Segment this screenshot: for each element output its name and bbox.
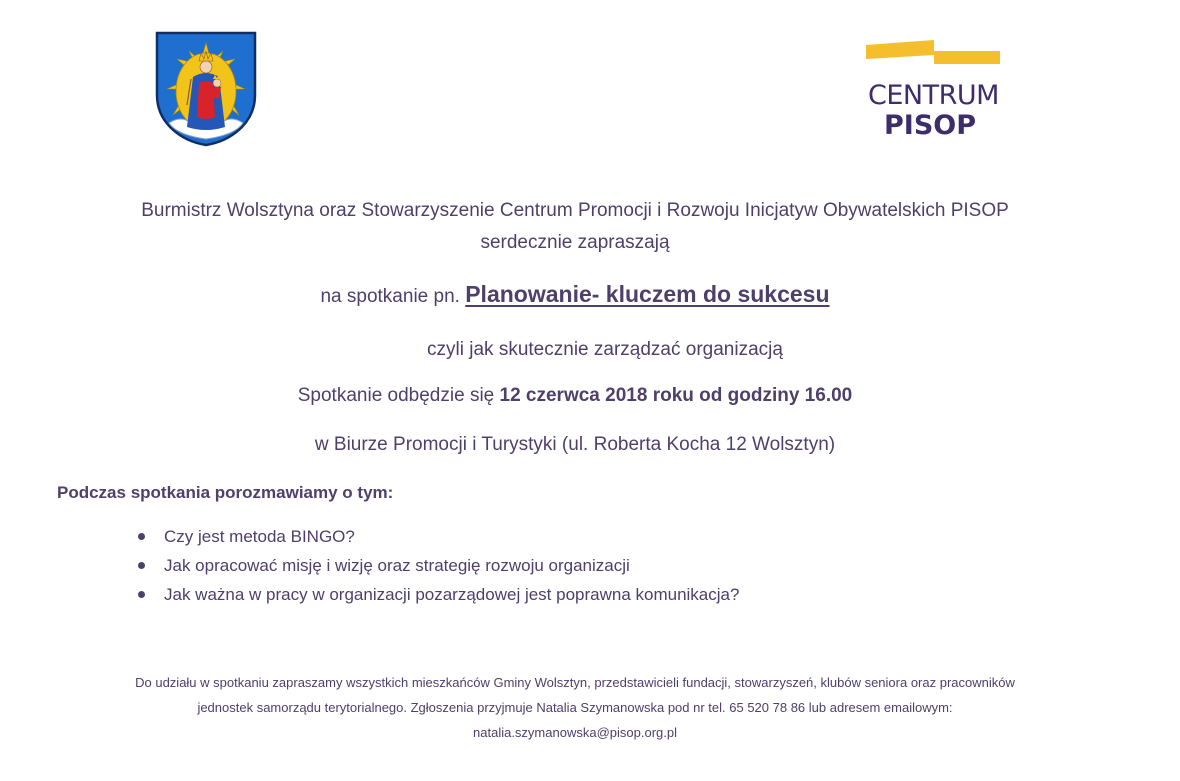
logo-text-pisop: PISOP: [884, 110, 977, 141]
bullet-icon: [138, 591, 145, 598]
footer-email: natalia.szymanowska@pisop.org.pl: [473, 725, 677, 740]
footer-line-1: Do udziału w spotkaniu zapraszamy wszystkich mieszkańców Gminy Wolsztyn, przedstawicieli fundacji, stowarzyszeń, klubów seniora oraz pracowników: [135, 675, 1015, 690]
topics-heading: Podczas spotkania porozmawiamy o tym:: [57, 483, 394, 502]
topic-item: [136, 551, 739, 580]
bullet-icon: [138, 562, 145, 569]
topic-text: Czy jest metoda BINGO?: [164, 527, 355, 546]
footer-line-2: jednostek samorządu terytorialnego. Zgłoszenia przyjmuje Natalia Szymanowska pod nr tel. 65 520 78 86 lub adresem emailowym:: [197, 700, 953, 715]
meeting-date-prefix: Spotkanie odbędzie się: [297, 385, 495, 406]
meeting-date: 12 czerwca 2018 roku od godziny 16.00: [499, 385, 853, 406]
topic-text: Jak ważna w pracy w organizacji pozarządowej jest poprawna komunikacja?: [164, 585, 740, 604]
meeting-subtitle: czyli jak skutecznie zarządzać organizacją: [427, 339, 783, 360]
logo-text-centrum: CENTRUM: [868, 80, 999, 111]
topics-list: [136, 522, 739, 609]
topic-item: [136, 580, 739, 609]
meeting-place: w Biurze Promocji i Turystyki (ul. Roberta Kocha 12 Wolsztyn): [314, 434, 836, 455]
centrum-pisop-logo: [863, 40, 1003, 140]
meeting-prefix: na spotkanie pn.: [320, 286, 460, 307]
invite-line: serdecznie zapraszają: [480, 232, 670, 253]
crest-logo: [155, 31, 257, 147]
meeting-line: [0, 281, 1150, 308]
topic-item: [136, 522, 739, 551]
bullet-icon: [138, 533, 145, 540]
footer-note: [0, 670, 1150, 745]
organizers-line: Burmistrz Wolsztyna oraz Stowarzyszenie Centrum Promocji i Rozwoju Inicjatyw Obywatelskich PISOP: [141, 200, 1009, 221]
meeting-date-line: [0, 385, 1150, 407]
crest-icon: [155, 31, 257, 147]
logo-accent-bar: [866, 40, 1000, 64]
meeting-title: Planowanie- kluczem do sukcesu: [465, 281, 830, 307]
topic-text: Jak opracować misję i wizję oraz strategię rozwoju organizacji: [164, 556, 630, 575]
